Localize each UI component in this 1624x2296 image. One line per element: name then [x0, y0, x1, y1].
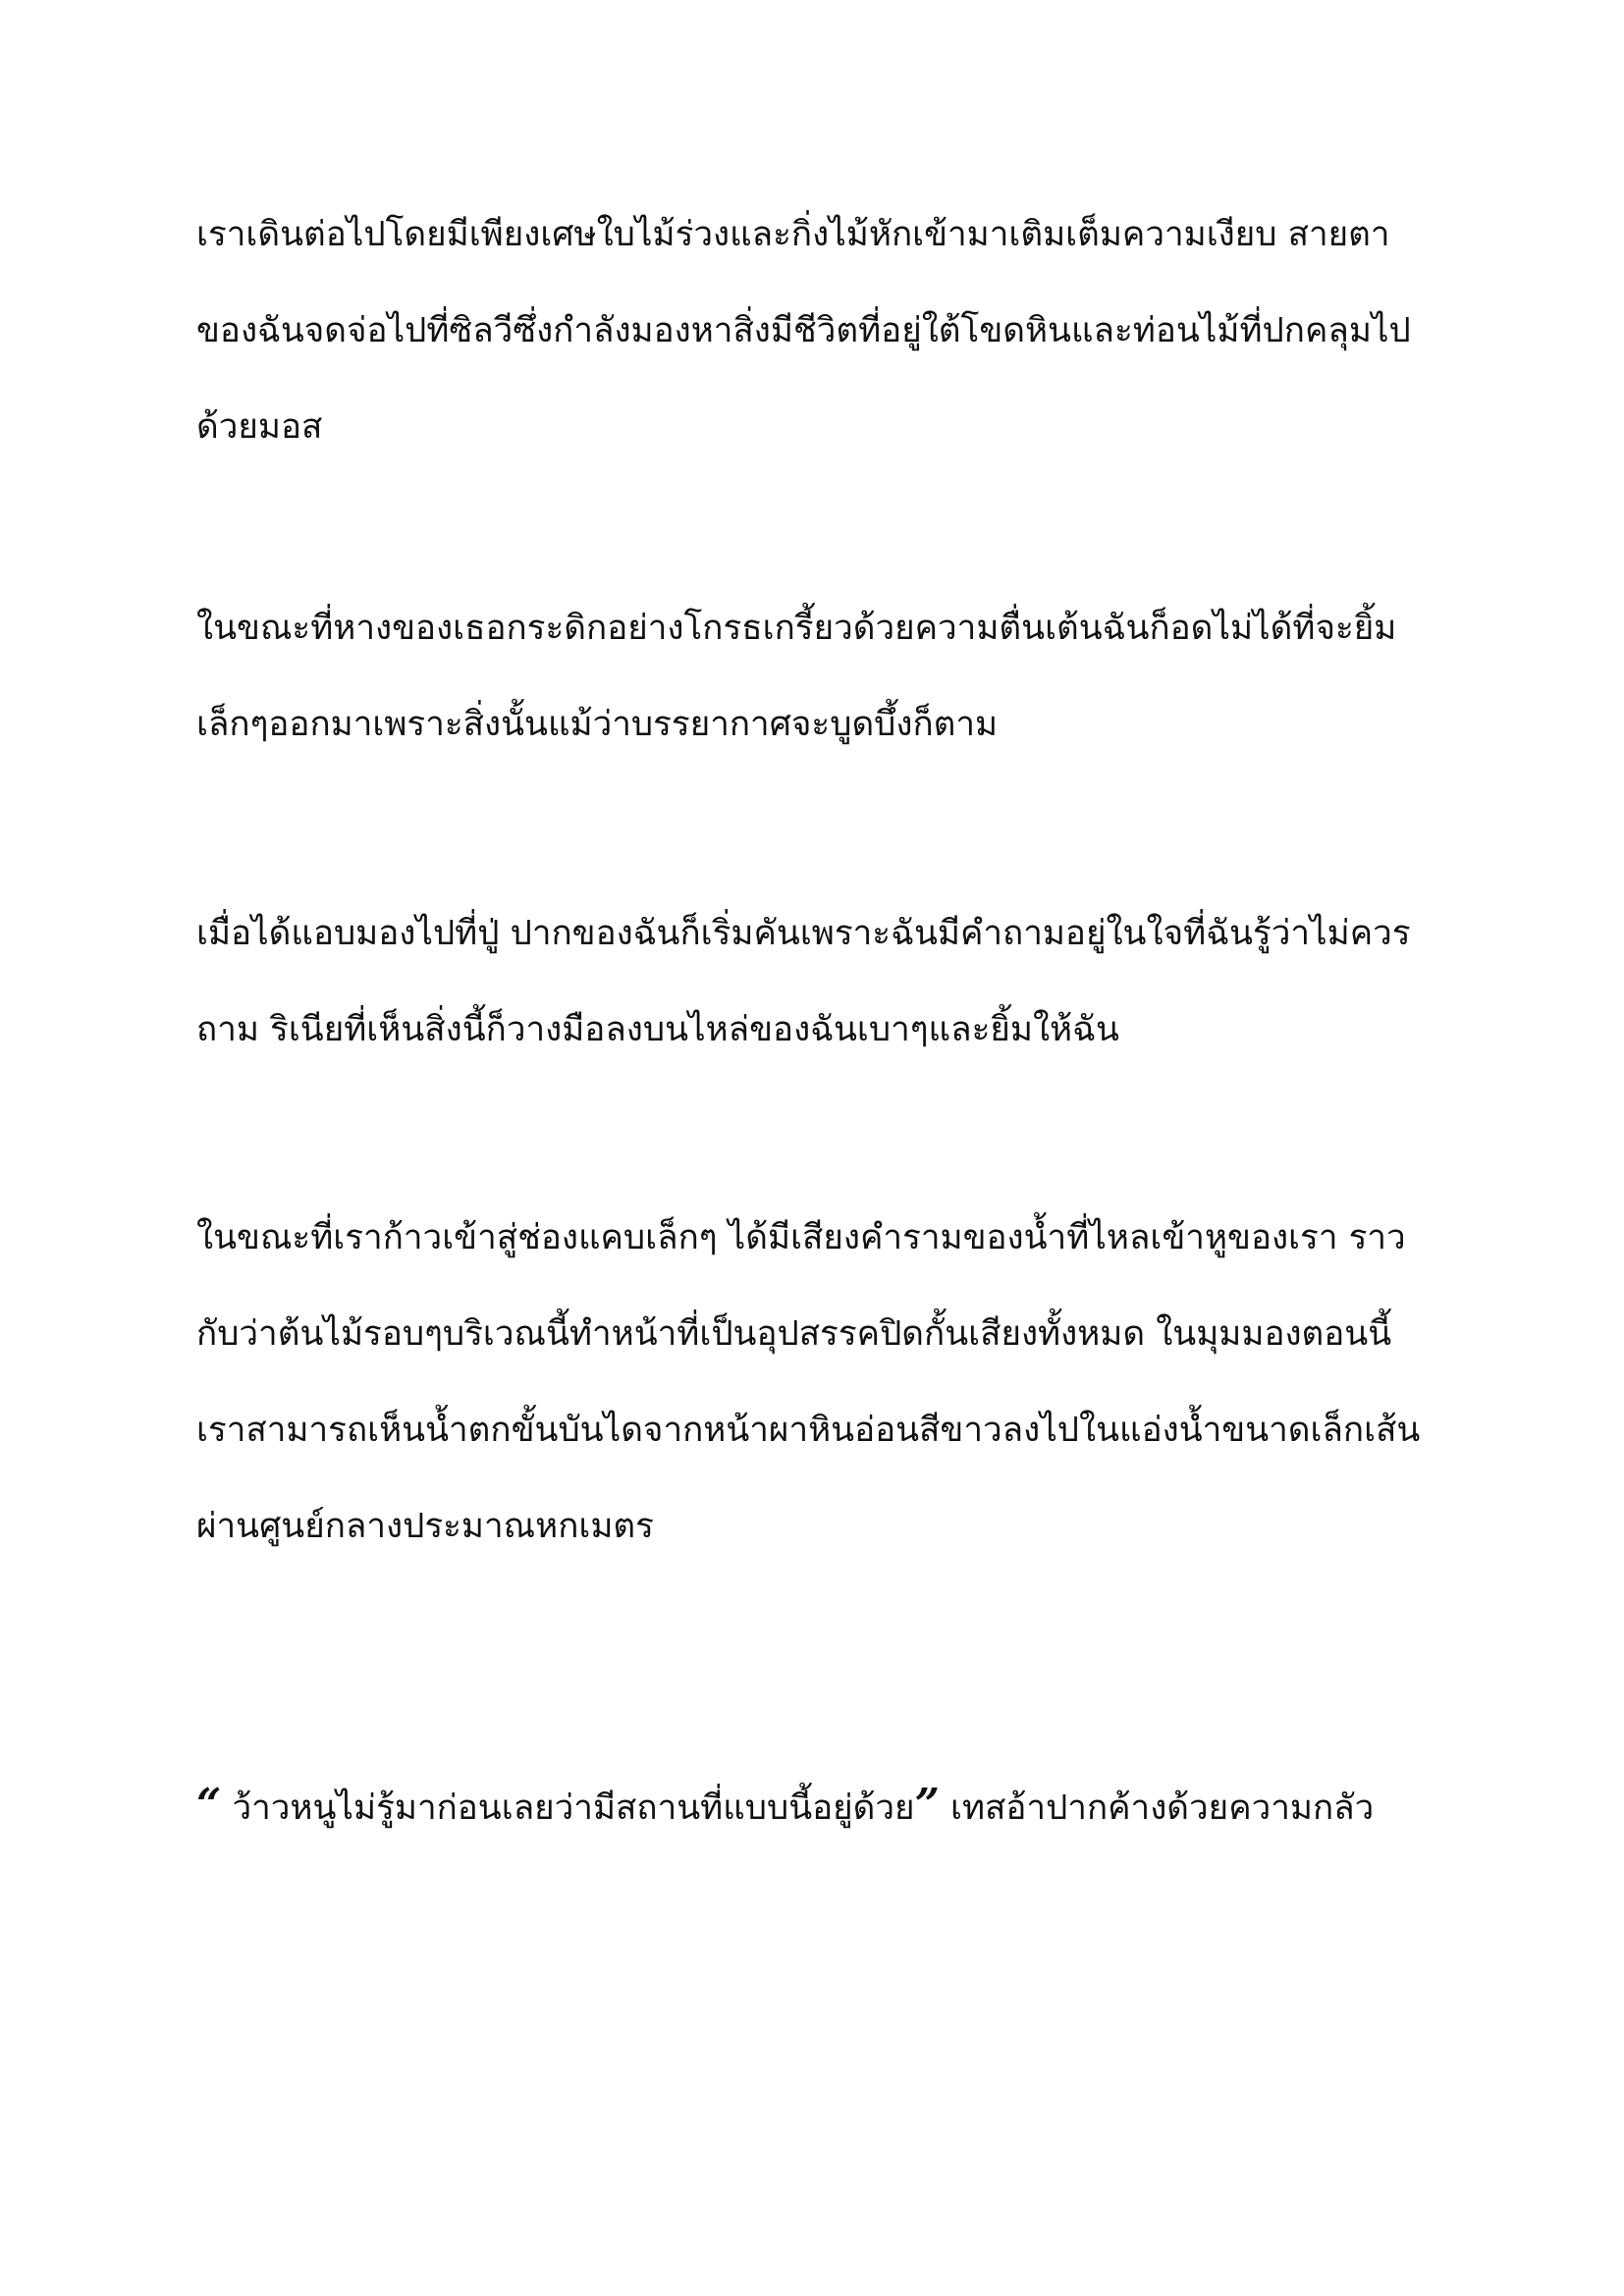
paragraph-line: ผ่านศูนย์กลางประมาณหกเมตร [196, 1507, 654, 1546]
close-quote-mark: ” [914, 1780, 940, 1830]
dialogue-narration: เทสอ้าปากค้างด้วยความกลัว [939, 1789, 1375, 1828]
paragraph-line: ในขณะที่หางของเธอกระดิกอย่างโกรธเกรี้ยวด้วยความตื่นเต้นฉันก็อดไม่ได้ที่จะยิ้ม [196, 609, 1397, 648]
paragraph-line: เราเดินต่อไปโดยมีเพียงเศษใบไม้ร่วงและกิ่งไม้หักเข้ามาเติมเต็มความเงียบ สายตา [196, 215, 1390, 254]
paragraph-2 [196, 580, 1434, 773]
paragraph-line: ของฉันจดจ่อไปที่ซิลวีซึ่งกำลังมองหาสิ่งมีชีวิตที่อยู่ใต้โขดหินและท่อนไม้ที่ปกคลุมไป [196, 311, 1411, 350]
paragraph-line: เราสามารถเห็นน้ำตกขั้นบันไดจากหน้าผาหินอ่อนสีขาวลงไปในแอ่งน้ำขนาดเล็กเส้น [196, 1411, 1421, 1450]
paragraph-line: ด้วยมอส [196, 407, 323, 447]
dialogue-speech: ว้าวหนูไม่รู้มาก่อนเลยว่ามีสถานที่แบบนี้อยู่ด้วย [221, 1789, 915, 1828]
paragraph-1 [196, 187, 1434, 475]
dialogue-line [196, 1757, 1434, 1853]
paragraph-line: กับว่าต้นไม้รอบๆบริเวณนี้ทำหน้าที่เป็นอุปสรรคปิดกั้นเสียงทั้งหมด ในมุมมองตอนนี้ [196, 1314, 1392, 1354]
open-quote-mark: “ [196, 1780, 222, 1830]
dialogue-paragraph [196, 1757, 1434, 1853]
paragraph-line: เมื่อได้แอบมองไปที่ปู่ ปากของฉันก็เริ่มคันเพราะฉันมีคำถามอยู่ในใจที่ฉันรู้ว่าไม่ควร [196, 914, 1411, 953]
paragraph-line: เล็กๆออกมาเพราะสิ่งนั้นแม้ว่าบรรยากาศจะบูดบึ้งก็ตาม [196, 705, 999, 744]
paragraph-line: ในขณะที่เราก้าวเข้าสู่ช่องแคบเล็กๆ ได้มีเสียงคำรามของน้ำที่ไหลเข้าหูของเรา ราว [196, 1218, 1406, 1257]
paragraph-3 [196, 885, 1434, 1078]
paragraph-line: ถาม ริเนียที่เห็นสิ่งนี้ก็วางมือลงบนไหล่ของฉันเบาๆและยิ้มให้ฉัน [196, 1010, 1119, 1049]
paragraph-4 [196, 1190, 1434, 1575]
